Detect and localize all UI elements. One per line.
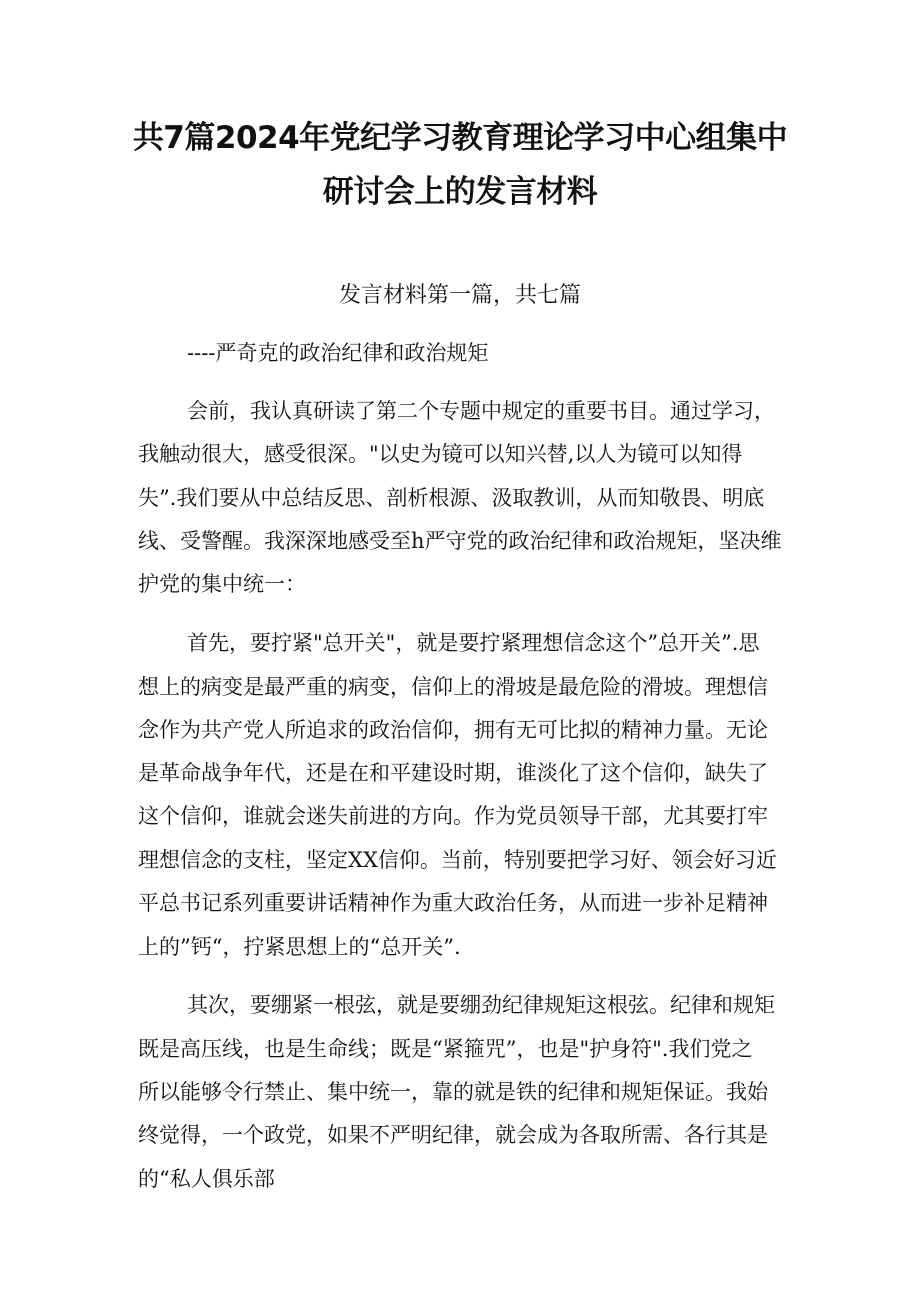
paragraph-3-line-5: 的“私人俱乐部: [138, 1167, 275, 1191]
paragraph-3-line-2: 既是高压线，也是生命线；既是“紧箍咒”，也是"护身符".我们党之: [138, 1037, 753, 1061]
paragraph-1-line-1: 会前，我认真研读了第二个专题中规定的重要书目。通过学习，: [187, 399, 775, 423]
document-title-line-2: 研讨会上的发言材料: [322, 174, 598, 210]
paragraph-3-line-4: 终觉得，一个政党，如果不严明纪律，就会成为各取所需、各行其是: [138, 1123, 768, 1147]
paragraph-2-line-5: 这个信仰，谁就会迷失前进的方向。作为党员领导干部，尤其要打牢: [138, 804, 768, 828]
paragraph-1-line-5: 护党的集中统一：: [138, 572, 306, 596]
section-heading: 发言材料第一篇，共七篇: [338, 283, 581, 308]
paragraph-2-line-6: 理想信念的支柱，坚定XX信仰。当前，特别要把学习好、领会好习近: [138, 848, 777, 872]
paragraph-2-line-8: 上的”钙“，拧紧思想上的“总开关”.: [138, 935, 461, 959]
paragraph-3-line-1: 其次，要绷紧一根弦，就是要绷劲纪律规矩这根弦。纪律和规矩: [187, 993, 775, 1017]
paragraph-3-line-3: 所以能够令行禁止、集中统一，靠的就是铁的纪律和规矩保证。我始: [138, 1080, 768, 1104]
paragraph-2-line-1: 首先，要拧紧"总开关"，就是要拧紧理想信念这个”总开关”.思: [187, 631, 760, 655]
paragraph-1-line-2: 我触动很大，感受很深。"以史为镜可以知兴替,以人为镜可以知得: [138, 442, 743, 466]
paragraph-2-line-7: 平总书记系列重要讲话精神作为重大政治任务，从而进一步补足精神: [138, 891, 768, 915]
paragraph-2-line-3: 念作为共产党人所追求的政治信仰，拥有无可比拟的精神力量。无论: [138, 718, 768, 742]
paragraph-2-line-2: 想上的病变是最严重的病变，信仰上的滑坡是最危险的滑坡。理想信: [138, 675, 768, 699]
paragraph-1-line-4: 线、受警醒。我深深地感受至h严守党的政治纪律和政治规矩，坚决维: [138, 529, 782, 553]
paragraph-2-line-4: 是革命战争年代，还是在和平建设时期，谁淡化了这个信仰，缺失了: [138, 761, 768, 785]
document-title-line-1: 共7篇2024年党纪学习教育理论学习中心组集中: [132, 120, 788, 156]
section-byline: ----严奇克的政治纪律和政治规矩: [187, 341, 489, 365]
paragraph-1-line-3: 失”.我们要从中总结反思、剖析根源、汲取教训，从而知敬畏、明底: [138, 486, 765, 510]
